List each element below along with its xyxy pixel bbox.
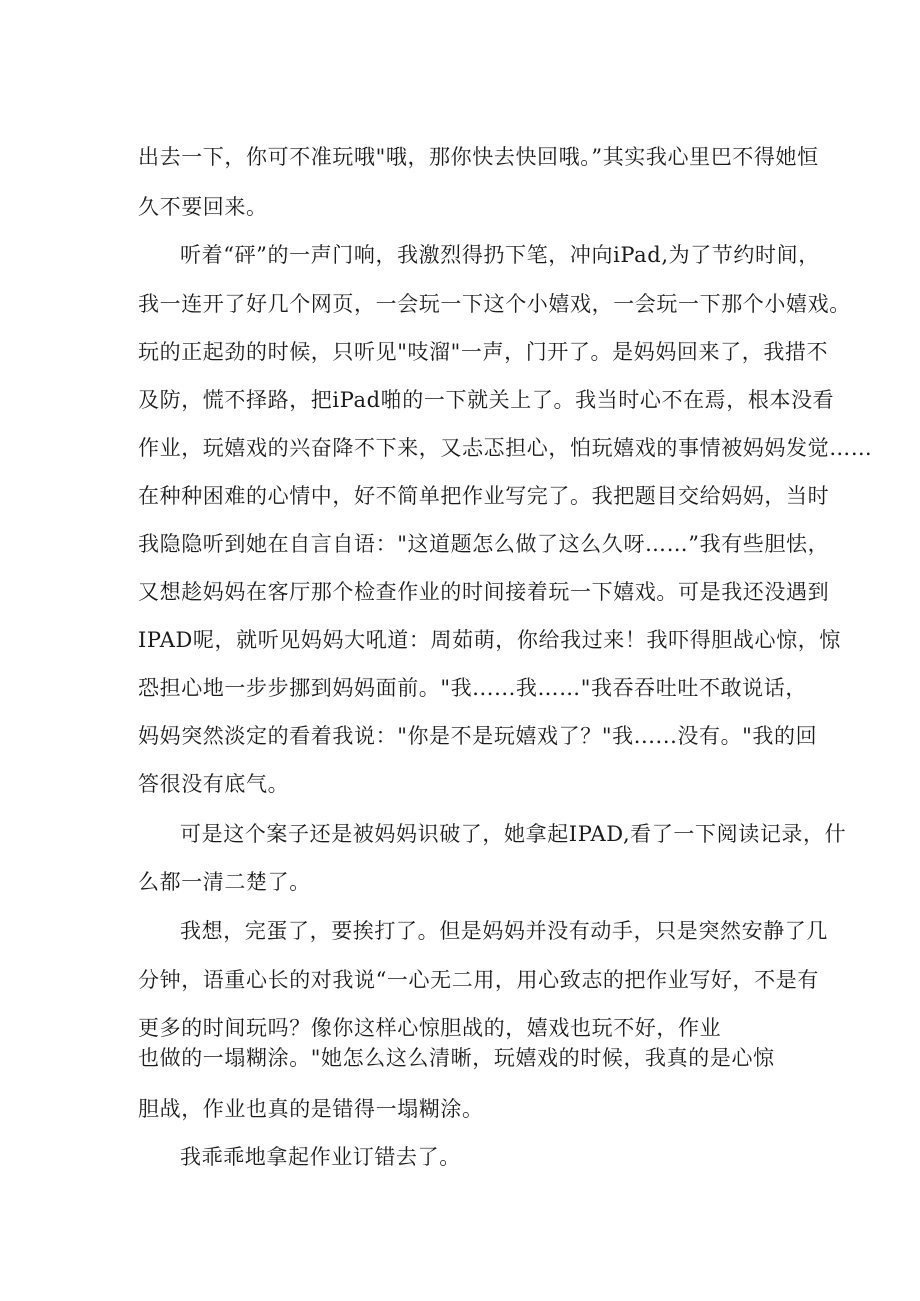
- paragraph-start-line: 听着“砰”的一声门响，我激烈得扔下笔，冲向iPad,为了节约时间，: [180, 243, 820, 267]
- text-line: IPAD呢，就听见妈妈大吼道：周茹萌，你给我过来！我吓得胆战心惊，惊: [138, 628, 841, 652]
- text-line: 我一连开了好几个网页，一会玩一下这个小嬉戏，一会玩一下那个小嬉戏。: [138, 292, 851, 316]
- text-line: 么都一清二楚了。: [138, 870, 311, 894]
- text-line: 也做的一塌糊涂。"她怎么这么清晰，玩嬉戏的时候，我真的是心惊: [138, 1046, 775, 1070]
- paragraph-start-line: 我想，完蛋了，要挨打了。但是妈妈并没有动手，只是突然安静了几: [180, 919, 828, 943]
- text-line: 出去一下，你可不准玩哦"哦，那你快去快回哦。”其实我心里巴不得她恒: [138, 145, 819, 169]
- text-line: 答很没有底气。: [138, 772, 290, 796]
- text-line: 恐担心地一步步挪到妈妈面前。"我......我……"我吞吞吐吐不敢说话，: [138, 676, 807, 700]
- text-line: 妈妈突然淡定的看着我说："你是不是玩嬉戏了？"我......没有。"我的回: [138, 724, 818, 748]
- text-line: 及防，慌不择路，把iPad啪的一下就关上了。我当时心不在焉，根本没看: [138, 388, 835, 412]
- paragraph-start-line: 可是这个案子还是被妈妈识破了，她拿起IPAD,看了一下阅读记录，什: [180, 822, 847, 846]
- text-line: 分钟，语重心长的对我说“一心无二用，用心致志的把作业写好，不是有: [138, 968, 819, 992]
- text-line: 胆战，作业也真的是错得一塌糊涂。: [138, 1097, 484, 1121]
- text-line: 又想趁妈妈在客厅那个检查作业的时间接着玩一下嬉戏。可是我还没遇到: [138, 580, 830, 604]
- text-line: 玩的正起劲的时候，只听见"吱溜"一声，门开了。是妈妈回来了，我措不: [138, 340, 829, 364]
- paragraph-start-line: 我乖乖地拿起作业订错去了。: [180, 1145, 461, 1169]
- text-line: 久不要回来。: [138, 195, 268, 219]
- text-line: 我隐隐听到她在自言自语："这道题怎么做了这么久呀……”我有些胆怯，: [138, 532, 830, 556]
- text-line: 在种种困难的心情中，好不简单把作业写完了。我把题目交给妈妈，当时: [138, 484, 830, 508]
- text-line: 作业，玩嬉戏的兴奋降不下来，又忐忑担心，怕玩嬉戏的事情被妈妈发觉……: [138, 436, 873, 460]
- text-line: 更多的时间玩吗？像你这样心惊胆战的，嬉戏也玩不好，作业: [138, 1016, 722, 1040]
